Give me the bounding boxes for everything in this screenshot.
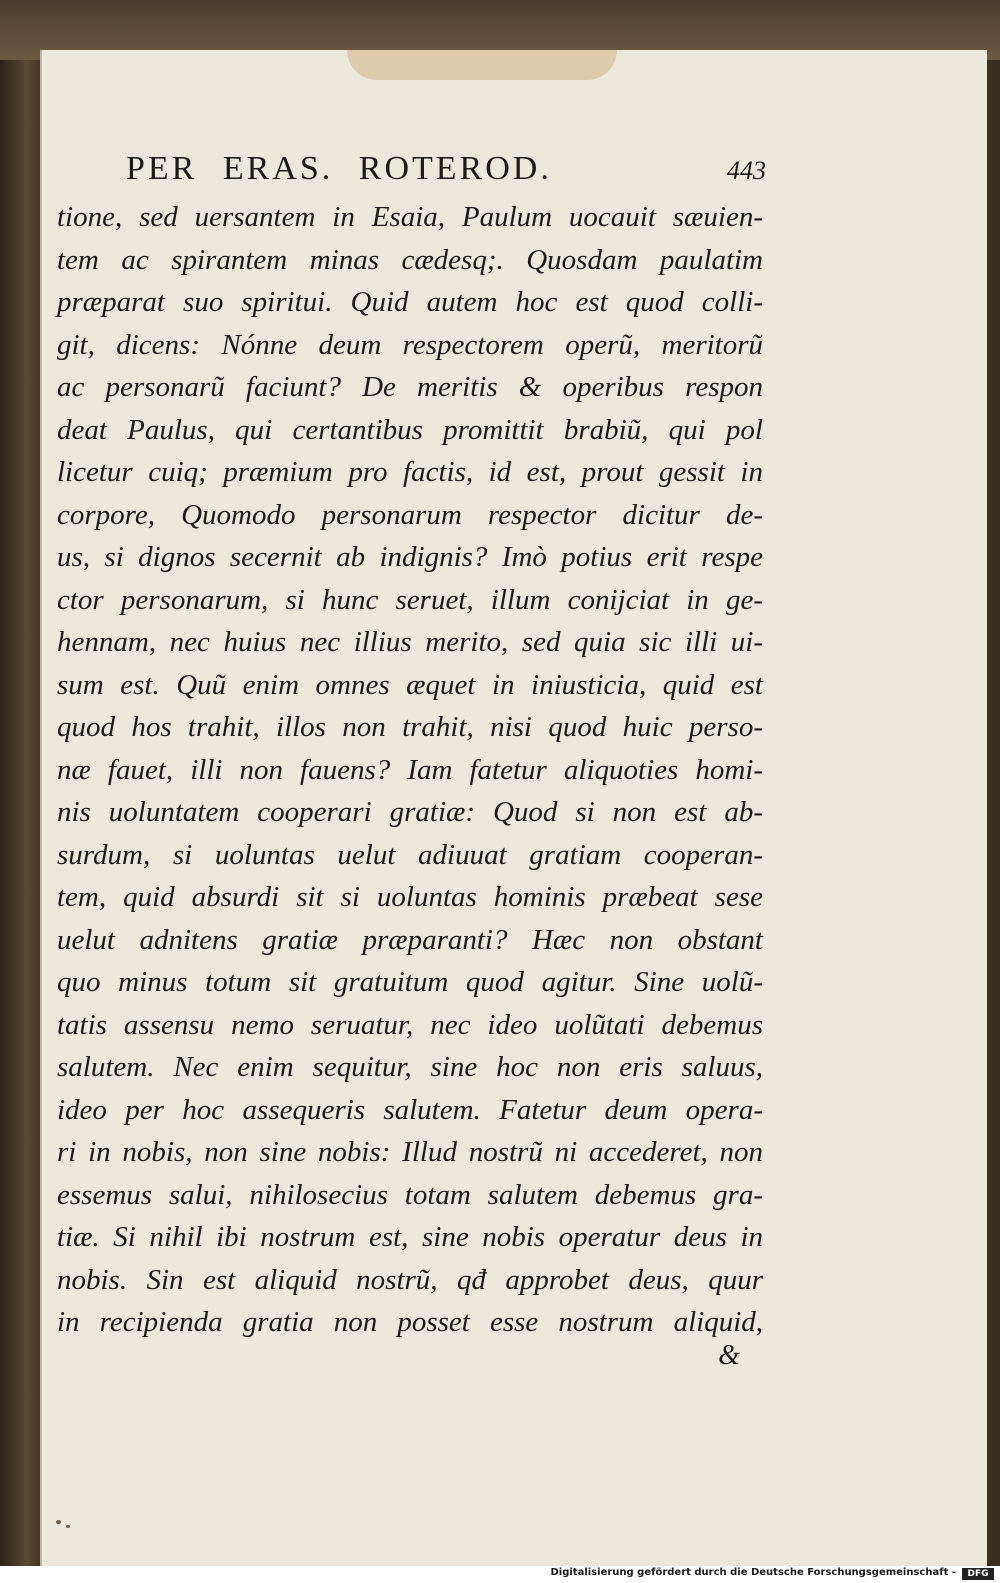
- text-line: quod hos trahit, illos non trahit, nisi quod huic perso-: [57, 711, 763, 743]
- text-line: tem, quid absurdi sit si uoluntas hominis præbeat sese: [57, 881, 763, 913]
- text-line: tem ac spirantem minas cædesq;. Quosdam paulatim: [57, 243, 763, 276]
- text-line: tiæ. Si nihil ibi nostrum est, sine nobis operatur deus in: [57, 1221, 763, 1253]
- text-line: essemus salui, nihilosecius totam salutem debemus gra-: [57, 1178, 763, 1211]
- text-line: ac personarũ faciunt? De meritis & operibus respon: [57, 371, 763, 403]
- ink-speck: [66, 1525, 70, 1528]
- text-line: nis uoluntatem cooperari gratiæ: Quod si non est ab-: [57, 796, 763, 828]
- text-line: ri in nobis, non sine nobis: Illud nostrũ ni accederet, non: [57, 1136, 763, 1168]
- text-line: ctor personarum, si hunc seruet, illum conijciat in ge-: [57, 583, 763, 616]
- running-title: PER ERAS. ROTEROD.: [126, 150, 552, 187]
- text-line: quo minus totum sit gratuitum quod agitur. Sine uolũ-: [57, 966, 763, 998]
- text-line: deat Paulus, qui certantibus promittit brabiũ, qui pol: [57, 413, 763, 446]
- text-line: ideo per hoc assequeris salutem. Fatetur deum opera-: [57, 1093, 763, 1126]
- text-line: corpore, Quomodo personarum respector dicitur de-: [57, 498, 763, 531]
- text-line: nobis. Sin est aliquid nostrũ, qđ approbet deus, quur: [57, 1263, 763, 1296]
- text-line: næ fauet, illi non fauens? Iam fatetur aliquoties homi-: [57, 753, 763, 786]
- dfg-logo: DFG: [962, 1568, 994, 1580]
- text-line: præparat suo spiritui. Quid autem hoc est quod colli-: [57, 286, 763, 318]
- text-line: us, si dignos secernit ab indignis? Imò potius erit respe: [57, 541, 763, 573]
- text-line: uelut adnitens gratiæ præparanti? Hæc non obstant: [57, 923, 763, 956]
- footer-bar: [0, 1566, 1000, 1583]
- text-line: tatis assensu nemo seruatur, nec ideo uolũtati debemus: [57, 1008, 763, 1041]
- running-head: [126, 150, 766, 190]
- text-line: sum est. Quũ enim omnes æquet in iniusticia, quid est: [57, 668, 763, 701]
- text-line: hennam, nec huius nec illius merito, sed quia sic illi ui-: [57, 626, 763, 658]
- page-number: 443: [727, 156, 766, 185]
- text-line: tione, sed uersantem in Esaia, Paulum uocauit sæuien-: [57, 201, 763, 233]
- funding-credit: Digitalisierung gefördert durch die Deutsche Forschungsgemeinschaft -: [550, 1567, 956, 1578]
- text-line: licetur cuiq; præmium pro factis, id est, prout gessit in: [57, 456, 763, 488]
- text-line: in recipienda gratia non posset esse nostrum aliquid,: [57, 1306, 763, 1338]
- paper-stain: [347, 50, 617, 80]
- ink-speck: [56, 1520, 61, 1524]
- catchword: &: [718, 1340, 740, 1371]
- text-line: surdum, si uoluntas uelut adiuuat gratiam cooperan-: [57, 838, 763, 871]
- body-text: [57, 196, 763, 1344]
- text-line: salutem. Nec enim sequitur, sine hoc non eris saluus,: [57, 1051, 763, 1083]
- text-line: git, dicens: Nónne deum respectorem operũ, meritorũ: [57, 328, 763, 361]
